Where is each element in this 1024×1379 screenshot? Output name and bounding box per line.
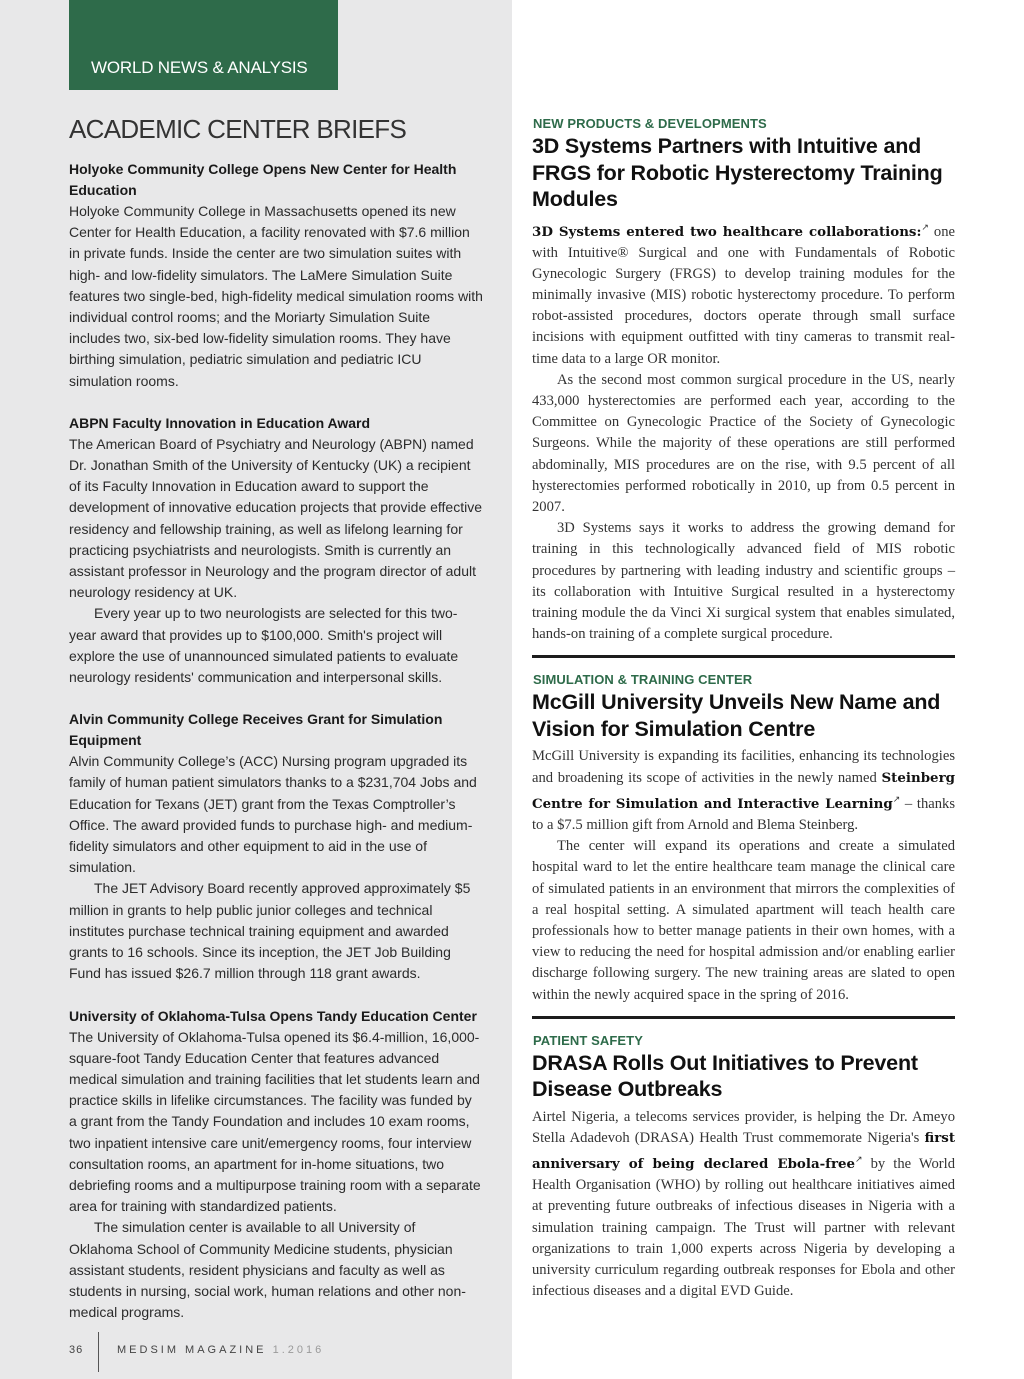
article-lead-text: one with Intuitive® Surgical and one with Fundamentals of Robotic Gynecologic Surgery (FRGS) to develop training modules for the minimally invasive (MIS) robotic hysterectomy procedure. To perform robot-assisted procedures, doctors operate through small surface incisions with equipment outfitted with tiny cameras to transmit real-time data to a large OR monitor. xyxy=(532,223,955,367)
article-kicker: PATIENT SAFETY xyxy=(533,1032,643,1048)
article-lead xyxy=(532,217,955,370)
external-link-icon: ↗ xyxy=(855,1154,863,1165)
article-headline: McGill University Unveils New Name and Vision for Simulation Centre xyxy=(532,690,941,741)
external-link-icon: ↗ xyxy=(892,793,901,804)
page-footer xyxy=(69,1332,469,1372)
article-lead-text: by the World Health Organisation (WHO) by rolling out healthcare initiatives aimed at preventing future outbreaks of infectious diseases in Nigeria with a simulation training campaign. The Trust will partner with relevant organizations to train 1,000 experts across Nigeria by developing a university curriculum regarding outbreak responses for Ebola and other infectious diseases and a digital EVD Guide. xyxy=(532,1155,955,1300)
brief-paragraph: The simulation center is available to all University of Oklahoma School of Community Medicine students, physician assistant students, resident physicians and faculty as well as students in nursing, social work, human relations and other non-medical programs. xyxy=(69,1219,466,1321)
brief-paragraph: The University of Oklahoma-Tulsa opened its $6.4-million, 16,000-square-foot Tandy Education Center that features advanced medical simulation and training facilities that let students learn and practice skills in lifelike circumstances. The facility was funded by a grant from the Tandy Foundation and includes 10 exam rooms, two inpatient intensive care unit/emergency rooms, four interview consultation rooms, an apartment for in-home situations, two debriefing rooms and a multipurpose training room with a separate area for training with standardized patients. xyxy=(69,1028,481,1215)
brief-heading: University of Oklahoma-Tulsa Opens Tandy Education Center xyxy=(69,1007,477,1024)
magazine-name xyxy=(117,1344,324,1356)
article-paragraph: The center will expand its operations and create a simulated hospital ward to let the entire healthcare team manage the clinical care of simulated patients in an environment that mirrors the complexities of a real hospital setting. A simulated apartment will teach health care professionals how to better manage patients in their own homes, with a view to reducing the need for hospital admission and/or enabling earlier discharge following surgery. The new training areas are slated to open within the newly acquired space in the spring of 2016. xyxy=(532,838,955,1003)
article-divider xyxy=(532,1016,955,1019)
article-kicker: NEW PRODUCTS & DEVELOPMENTS xyxy=(533,116,767,131)
page-title: ACADEMIC CENTER BRIEFS xyxy=(69,114,407,144)
section-tag-label: WORLD NEWS & ANALYSIS xyxy=(91,58,308,77)
magazine-title: MEDSIM MAGAZINE xyxy=(117,1344,267,1356)
section-tag xyxy=(69,0,338,90)
brief-paragraph: Alvin Community College’s (ACC) Nursing program upgraded its family of human patient simulators thanks to a $231,704 Jobs and Education for Texans (JET) grant from the Texas Comptroller’s Office. The award provided funds to purchase high- and medium-fidelity simulators and other equipment to aid in the use of simulation. xyxy=(69,753,477,876)
brief-heading: ABPN Faculty Innovation in Education Award xyxy=(69,414,371,431)
article-3d-systems xyxy=(532,116,955,645)
academic-briefs xyxy=(69,114,483,1344)
page-number: 36 xyxy=(69,1344,84,1356)
brief-paragraph: The JET Advisory Board recently approved approximately $5 million in grants to help public junior colleges and technical institutes purchase technical training equipment and awarded grants to 16 schools. Since its inception, the JET Job Building Fund has issued $26.7 million through 118 grant awards. xyxy=(69,880,471,982)
brief-alvin xyxy=(69,709,483,984)
brief-abpn xyxy=(69,413,483,688)
article-lead xyxy=(532,746,955,836)
brief-heading: Alvin Community College Receives Grant for Simulation Equipment xyxy=(69,711,443,749)
brief-paragraph: Every year up to two neurologists are selected for this two-year award that provides up to $100,000. Smith's project will explore the use of unannounced simulated patients to evaluate neurology residents' communication and interpersonal skills. xyxy=(69,605,459,686)
article-headline: DRASA Rolls Out Initiatives to Prevent Disease Outbreaks xyxy=(532,1050,918,1102)
article-headline: 3D Systems Partners with Intuitive and FRGS for Robotic Hysterectomy Training Modules xyxy=(532,134,943,211)
article-paragraph: 3D Systems says it works to address the growing demand for training in this technologically advanced field of MIS robotic procedures by partnering with leading industry and scientific groups – its collaboration with Intuitive Surgical resulted in a hysterectomy training module the da Vinci Xi surgical system that enables simulated, hands-on training of a complete surgical procedure. xyxy=(532,520,955,643)
brief-oklahoma xyxy=(69,1006,483,1324)
article-drasa xyxy=(532,1033,955,1303)
brief-paragraph: The American Board of Psychiatry and Neurology (ABPN) named Dr. Jonathan Smith of the University of Kentucky (UK) a recipient of its Faculty Innovation in Education award to support the development of innovative education projects that provide effective residency and fellowship training, as well as lifelong learning for practicing psychiatrists and neurologists. Smith is currently an assistant professor in Neurology and the program director of adult neurology residency at UK. xyxy=(69,435,482,601)
brief-paragraph: Holyoke Community College in Massachusetts opened its new Center for Health Education, a facility renovated with $7.6 million in private funds. Inside the center are two simulation suites with high- and low-fidelity simulators. The LaMere Simulation Suite features two single-bed, high-fidelity medical simulation rooms with individual control rooms; and the Moriarty Simulation Suite includes two, six-bed low-fidelity simulation rooms. They have birthing simulation, pediatric simulation and pediatric ICU simulation rooms. xyxy=(69,203,483,389)
news-column xyxy=(532,116,955,1302)
article-link[interactable]: first anniversary of being declared Ebola-free xyxy=(532,1129,955,1172)
article-lead-text: – thanks to a $7.5 million gift from Arnold and Blema Steinberg. xyxy=(532,795,955,833)
article-kicker: SIMULATION & TRAINING CENTER xyxy=(533,672,753,688)
external-link-icon: ↗ xyxy=(921,221,929,232)
issue-number: 1.2016 xyxy=(272,1344,325,1356)
article-divider xyxy=(532,655,955,658)
article-link[interactable]: 3D Systems entered two healthcare collaborations: xyxy=(532,223,922,240)
article-lead-text: Airtel Nigeria, a telecoms services provider, is helping the Dr. Ameyo Stella Adadevoh (DRASA) Health Trust commemorate Nigeria's xyxy=(532,1108,955,1146)
article-lead-text: McGill University is expanding its facilities, enhancing its technologies and broadening its scope of activities in the newly named xyxy=(532,748,955,786)
footer-divider xyxy=(98,1332,99,1372)
article-paragraph: As the second most common surgical procedure in the US, nearly 433,000 hysterectomies are performed each year, according to the Committee on Gynecologic Practice of the Society of Gynecologic Surgeons. While the majority of these operations are still performed abdominally, MIS procedures are on the rise, with 9.5 percent of all hysterectomies performed robotically in 2010, up from 0.5 percent in 2007. xyxy=(532,371,955,515)
article-mcgill xyxy=(532,672,955,1005)
brief-heading: Holyoke Community College Opens New Center for Health Education xyxy=(69,161,457,198)
article-lead xyxy=(532,1107,955,1303)
article-link[interactable]: Steinberg Centre for Simulation and Interactive Learning xyxy=(532,769,955,812)
brief-holyoke xyxy=(69,159,483,392)
